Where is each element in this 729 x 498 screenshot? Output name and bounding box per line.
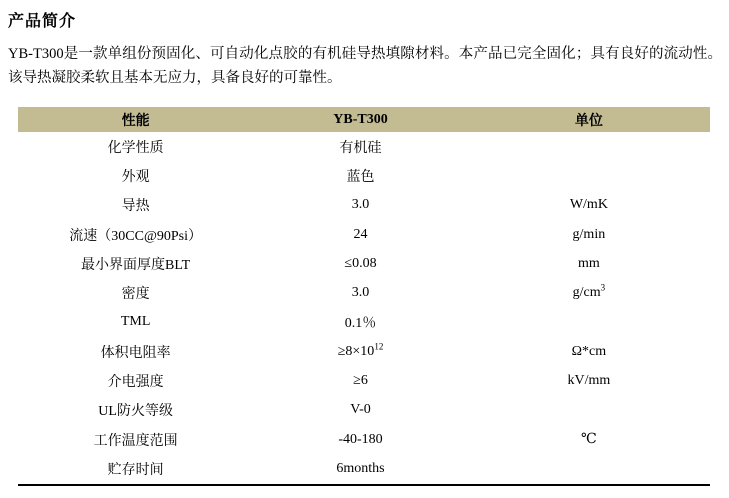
value-cell: 3.0 — [351, 197, 370, 213]
header-unit: 单位 — [468, 107, 710, 132]
value-cell: ≤0.08 — [344, 255, 377, 271]
unit-cell — [468, 308, 710, 337]
table-row — [18, 396, 710, 425]
value-cell: $\ge 8\times 10^{12}$ — [337, 341, 384, 359]
table-row — [18, 161, 710, 190]
value-cell: ≥6 — [353, 373, 368, 389]
value-cell: 蓝色 — [346, 169, 375, 185]
property-cell: 贮存时间 — [107, 462, 164, 478]
table-row — [18, 191, 710, 220]
property-cell: 流速（30CC@90Psi） — [69, 228, 202, 244]
property-cell: 体积电阻率 — [100, 345, 171, 361]
table-row — [18, 337, 710, 366]
value-cell: 24 — [353, 226, 368, 242]
unit-cell: g/min — [572, 226, 606, 242]
unit-cell: Ω*cm — [571, 343, 607, 359]
unit-cell: W/mK — [569, 197, 608, 213]
unit-cell: ℃ — [581, 432, 597, 448]
spec-table — [18, 107, 710, 486]
unit-cell: mm — [578, 255, 600, 271]
unit-cell — [468, 454, 710, 484]
property-cell: 最小界面厚度BLT — [81, 257, 191, 273]
unit-cell — [468, 161, 710, 190]
property-cell: 化学性质 — [107, 140, 164, 156]
table-row — [18, 454, 710, 484]
spec-table-body — [18, 132, 710, 485]
value-cell: V-0 — [350, 402, 371, 418]
value-cell: 有机硅 — [339, 140, 382, 156]
header-product: YB-T300 — [253, 107, 468, 132]
table-row — [18, 132, 710, 161]
value-cell: 6months — [336, 460, 385, 476]
table-row — [18, 366, 710, 395]
property-cell: 密度 — [121, 287, 150, 303]
intro-paragraph: YB-T300是一款单组份预固化、可自动化点胶的有机硅导热填隙材料。本产品已完全固化；具有良好的流动性。该导热凝胶柔软且基本无应力，具备良好的可靠性。 — [8, 46, 722, 86]
table-row — [18, 220, 710, 249]
unit-cell: kV/mm — [567, 373, 611, 389]
property-cell: UL防火等级 — [98, 404, 173, 420]
unit-cell: $g/cm^3$ — [572, 282, 606, 301]
value-cell: -40-180 — [338, 431, 383, 447]
header-property: 性能 — [18, 107, 253, 132]
property-cell: 介电强度 — [107, 375, 164, 391]
table-row — [18, 249, 710, 278]
unit-cell — [468, 396, 710, 425]
page-title: 产品简介 — [8, 13, 77, 30]
property-cell: 外观 — [121, 169, 150, 185]
table-row — [18, 308, 710, 337]
value-cell: 0.1％ — [344, 316, 377, 332]
table-row — [18, 278, 710, 307]
value-cell: 3.0 — [351, 285, 370, 301]
property-cell: TML — [120, 314, 151, 330]
unit-cell — [468, 132, 710, 161]
property-cell: 导热 — [121, 199, 150, 215]
property-cell: 工作温度范围 — [93, 433, 178, 449]
table-row — [18, 425, 710, 454]
table-header-row — [18, 107, 710, 132]
